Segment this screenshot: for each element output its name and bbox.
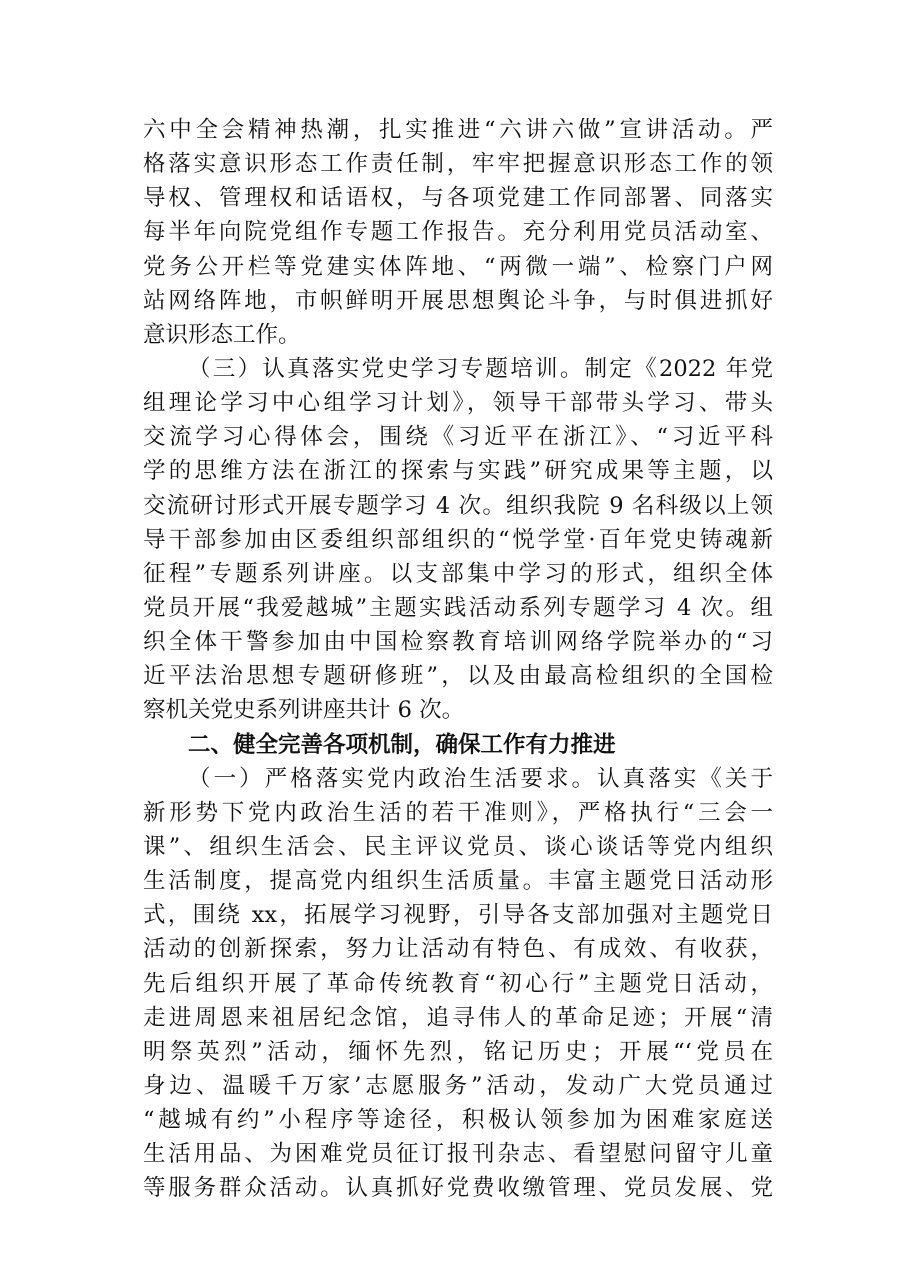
section-heading: 二、健全完善各项机制，确保工作有力推进 [188, 731, 616, 758]
text-line: 党务公开栏等党建实体阵地、“两微一端”、检察门户网 [143, 253, 773, 280]
text-line: 六中全会精神热潮，扎实推进“六讲六做”宣讲活动。严 [143, 117, 773, 143]
text-line: 交流研讨形式开展专题学习 4 次。组织我院 9 名科级以上领 [143, 492, 773, 519]
text-line: 生活制度，提高党内组织生活质量。丰富主题党日活动形 [143, 868, 773, 895]
text-line: 组理论学习中心组学习计划》，领导干部带头学习、带头 [143, 390, 773, 417]
text-line: 征程”专题系列讲座。以支部集中学习的形式，组织全体 [143, 560, 773, 587]
text-line: 每半年向院党组作专题工作报告。充分利用党员活动室、 [143, 219, 773, 246]
section-paragraph-start: （一）严格落实党内政治生活要求。认真落实《关于 [188, 765, 773, 792]
text-line: 走进周恩来祖居纪念馆，追寻伟人的革命足迹；开展“清 [143, 1004, 773, 1031]
text-line: 活动的创新探索，努力让活动有特色、有成效、有收获， [143, 936, 773, 963]
document-body [143, 113, 773, 1206]
text-line: 党员开展“我爱越城”主题实践活动系列专题学习 4 次。组 [143, 594, 773, 621]
text-line: 察机关党史系列讲座共计 6 次。 [143, 697, 465, 724]
text-line: 明祭英烈”活动，缅怀先烈，铭记历史；开展“‘党员在 [143, 1038, 773, 1065]
text-line: 导权、管理权和话语权，与各项党建工作同部署、同落实 [143, 185, 773, 212]
text-line: 站网络阵地，市帜鲜明开展思想舆论斗争，与时俱进抓好 [143, 287, 773, 314]
text-line: 意识形态工作。 [143, 321, 301, 348]
text-line: 等服务群众活动。认真抓好党费收缴管理、党员发展、党 [143, 1175, 773, 1202]
text-line: 格落实意识形态工作责任制，牢牢把握意识形态工作的领 [143, 151, 773, 178]
text-line: 交流学习心得体会，围绕《习近平在浙江》、“习近平科 [143, 424, 773, 451]
text-line: 织全体干警参加由中国检察教育培训网络学院举办的“习 [143, 629, 773, 656]
section-paragraph-start: （三）认真落实党史学习专题培训。制定《2022 年党 [188, 355, 773, 382]
text-line: 新形势下党内政治生活的若干准则》，严格执行“三会一 [143, 799, 773, 826]
text-line: 导干部参加由区委组织部组织的“悦学堂·百年党史铸魂新 [143, 526, 773, 553]
text-line: 课”、组织生活会、民主评议党员、谈心谈话等党内组织 [143, 833, 773, 860]
text-line: 先后组织开展了革命传统教育“初心行”主题党日活动， [143, 970, 773, 997]
text-line: 身边、温暖千万家’志愿服务”活动，发动广大党员通过 [143, 1072, 773, 1099]
text-line: 学的思维方法在浙江的探索与实践”研究成果等主题，以 [143, 458, 773, 485]
text-line: 式，围绕 xx，拓展学习视野，引导各支部加强对主题党日 [143, 902, 773, 929]
text-line: 生活用品、为困难党员征订报刊杂志、看望慰问留守儿童 [143, 1141, 773, 1168]
text-line: “越城有约”小程序等途径，积极认领参加为困难家庭送 [143, 1107, 773, 1134]
text-line: 近平法治思想专题研修班”，以及由最高检组织的全国检 [143, 663, 773, 690]
